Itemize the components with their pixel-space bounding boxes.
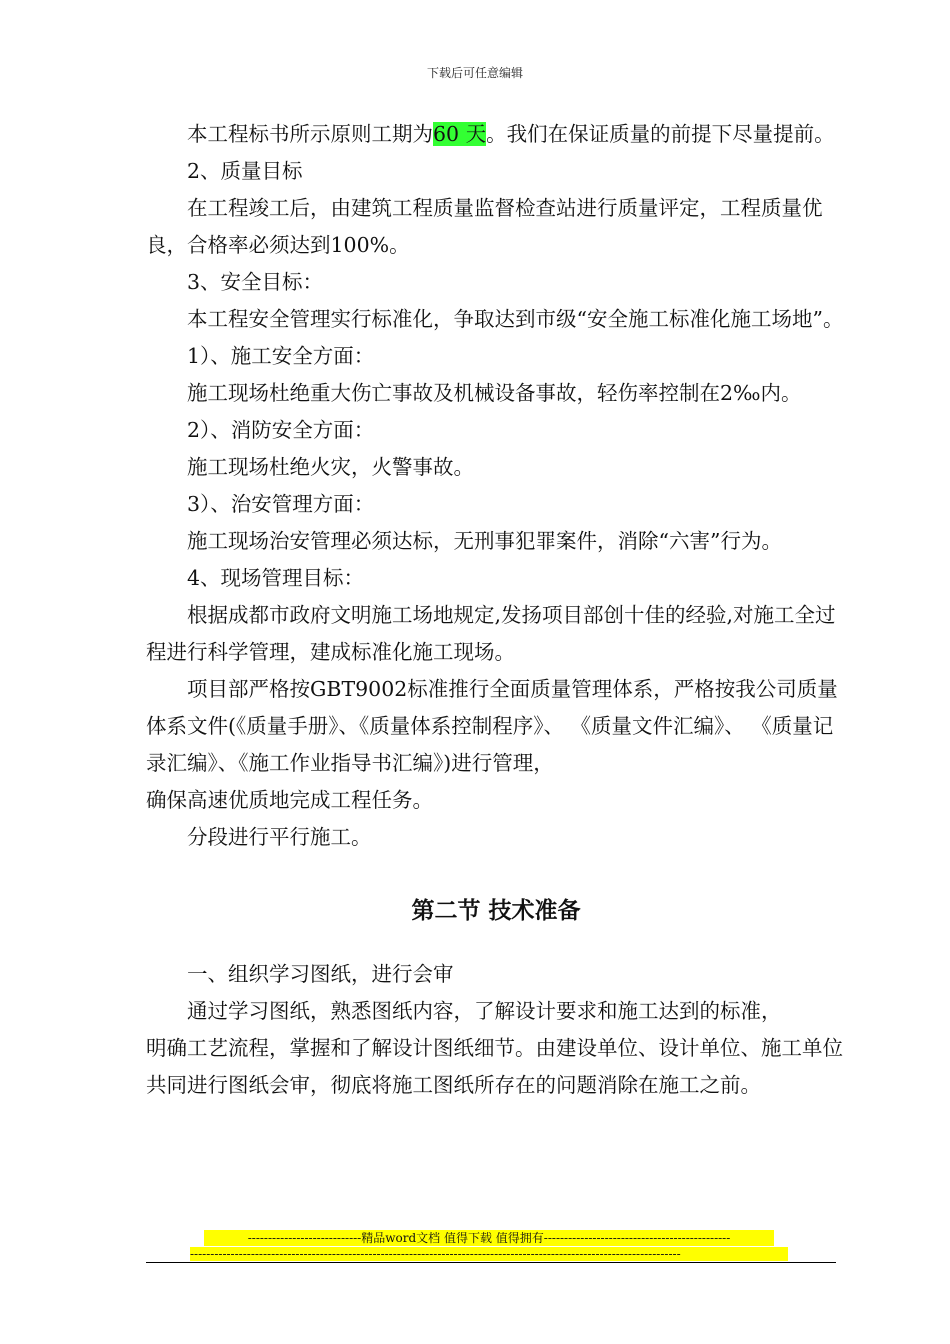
paragraph-schedule — [146, 116, 846, 153]
footer-rule — [146, 1262, 836, 1263]
heading-construction-safety: 1）、施工安全方面： — [187, 344, 375, 368]
paragraph-fire-safety: 施工现场杜绝火灾，火警事故。 — [187, 455, 474, 479]
heading-drawing-review: 一、组织学习图纸，进行会审 — [187, 962, 454, 986]
paragraph-public-security: 施工现场治安管理必须达标，无刑事犯罪案件，消除“六害”行为。 — [187, 529, 782, 553]
paragraph-ensure-completion: 确保高速优质地完成工程任务。 — [146, 788, 433, 812]
paragraph-site-management: 根据成都市政府文明施工场地规定,发扬项目部创十佳的经验,对施工全过程进行科学管理，建成标准化施工现场。 — [146, 603, 836, 664]
section-title: 第二节 技术准备 — [411, 898, 581, 924]
paragraph-construction-safety: 施工现场杜绝重大伤亡事故及机械设备事故，轻伤率控制在2‰内。 — [187, 381, 802, 405]
heading-quality-goal: 2、质量目标 — [187, 159, 303, 183]
heading-site-management: 4、现场管理目标： — [187, 566, 365, 590]
document-body — [146, 116, 846, 1104]
paragraph-drawing-joint-review: 明确工艺流程，掌握和了解设计图纸细节。由建设单位、设计单位、施工单位共同进行图纸会审，彻底将施工图纸所存在的问题消除在施工之前。 — [146, 1036, 843, 1097]
heading-fire-safety: 2）、消防安全方面： — [187, 418, 375, 442]
schedule-text-before: 本工程标书所示原则工期为 — [187, 122, 433, 146]
footer-dash-line: ------------------------------------------------------------------------------------------------------------------------- — [190, 1247, 788, 1261]
paragraph-safety: 本工程安全管理实行标准化，争取达到市级“安全施工标准化施工场地”。 — [187, 307, 844, 331]
paragraph-quality-system: 项目部严格按GBT9002标准推行全面质量管理体系，严格按我公司质量体系文件(《质量手册》、《质量体系控制程序》、 《质量文件汇编》、 《质量记录汇编》、《施工作业指导书汇编》)进行管理， — [146, 677, 838, 775]
highlighted-duration: 60 天 — [433, 122, 487, 146]
paragraph-quality: 在工程竣工后，由建筑工程质量监督检查站进行质量评定，工程质量优良，合格率必须达到100%。 — [146, 196, 823, 257]
paragraph-parallel-construction: 分段进行平行施工。 — [187, 825, 372, 849]
page-header: 下载后可任意编辑 — [426, 66, 523, 80]
heading-safety-goal: 3、安全目标： — [187, 270, 324, 294]
paragraph-drawing-study: 通过学习图纸，熟悉图纸内容，了解设计要求和施工达到的标准， — [187, 999, 782, 1023]
schedule-text-after: 。我们在保证质量的前提下尽量提前。 — [486, 122, 835, 146]
heading-public-security: 3）、治安管理方面： — [187, 492, 375, 516]
footer-banner: ----------------------------精品word文档 值得下载 值得拥有---------------------------------------------- — [204, 1230, 774, 1246]
